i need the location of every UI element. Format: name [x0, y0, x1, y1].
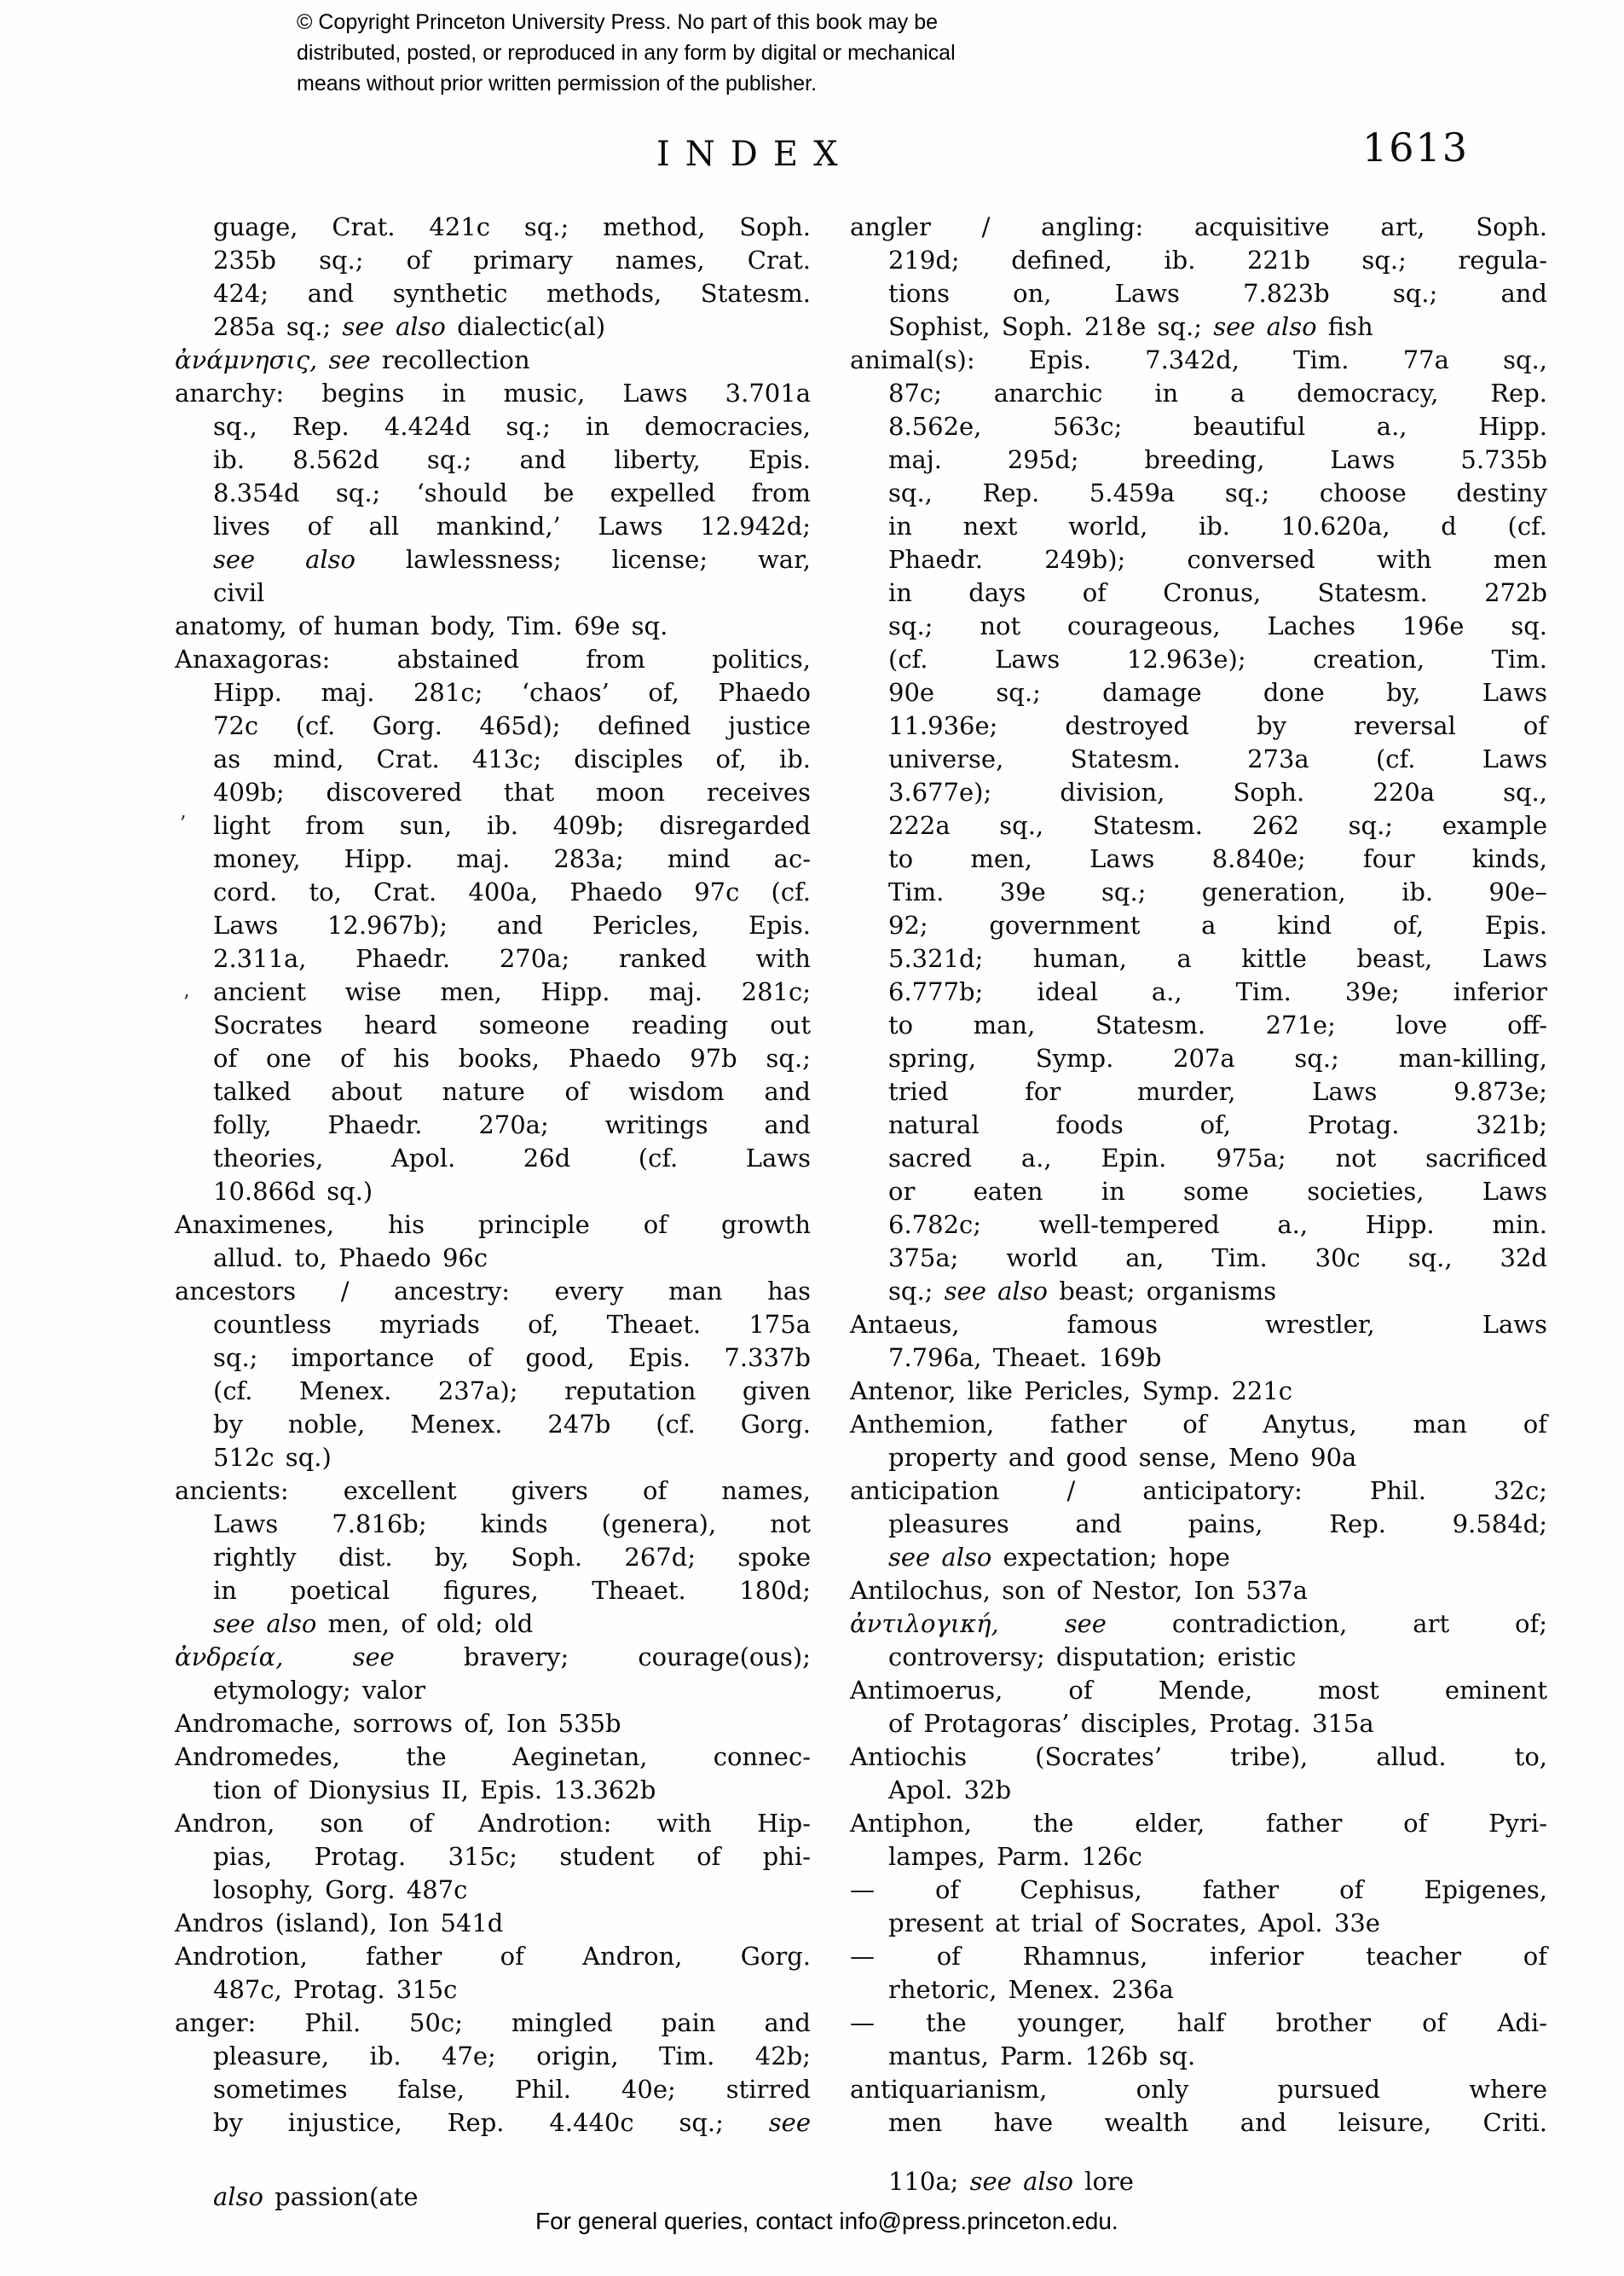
- text-run: Anaxagoras: abstained from politics,: [175, 645, 811, 674]
- index-line: [850, 2040, 1547, 2073]
- index-line: [175, 1441, 811, 1474]
- index-line: [175, 909, 811, 942]
- text-run: contradiction, art of;: [1106, 1609, 1547, 1638]
- text-run: men, of old; old: [316, 1609, 534, 1638]
- index-line: [850, 1341, 1547, 1375]
- text-run: Laws 7.816b; kinds (genera), not: [213, 1509, 811, 1538]
- index-line: [850, 1275, 1547, 1308]
- index-line: [850, 1607, 1547, 1641]
- index-line: [850, 643, 1547, 676]
- index-line: [850, 1474, 1547, 1508]
- text-run: expectation; hope: [991, 1543, 1230, 1572]
- index-line: [850, 1740, 1547, 1774]
- text-run: anarchy: begins in music, Laws 3.701a: [175, 379, 811, 408]
- text-run: 5.321d; human, a kittle beast, Laws: [888, 944, 1547, 973]
- index-line: [175, 743, 811, 776]
- index-line: [850, 244, 1547, 277]
- index-line: [175, 410, 811, 443]
- index-line: [175, 1973, 811, 2007]
- text-run: 11.936e; destroyed by reversal of: [888, 711, 1547, 740]
- index-line: [850, 477, 1547, 510]
- index-line: [850, 1641, 1547, 1674]
- index-line: [175, 1740, 811, 1774]
- text-run: sq., Rep. 4.424d sq.; in democracies,: [213, 412, 811, 441]
- index-line: [175, 1408, 811, 1441]
- index-line: [850, 676, 1547, 709]
- text-run: lives of all mankind,’ Laws 12.942d;: [213, 512, 811, 541]
- index-line: [175, 876, 811, 909]
- index-line: [850, 1774, 1547, 1807]
- text-run: Apol. 32b: [888, 1775, 1012, 1804]
- index-line: [175, 2106, 811, 2140]
- text-run: Anthemion, father of Anytus, man of: [850, 1410, 1547, 1439]
- text-run: controversy; disputation; eristic: [888, 1642, 1297, 1671]
- index-line: [850, 1408, 1547, 1441]
- scan-mark: ʼ: [179, 812, 186, 836]
- index-line: [175, 1009, 811, 1042]
- text-run: 487c, Protag. 315c: [213, 1975, 458, 2004]
- index-line: [850, 709, 1547, 743]
- text-run: Sophist, Soph. 218e sq.;: [888, 312, 1214, 341]
- index-line: [175, 244, 811, 277]
- index-line: [850, 2073, 1547, 2106]
- italic-text: ἀνάμνησις,: [175, 345, 318, 374]
- text-run: — the younger, half brother of Adi-: [850, 2008, 1547, 2037]
- text-run: 10.866d sq.): [213, 1177, 373, 1206]
- text-run: or eaten in some societies, Laws: [888, 1177, 1547, 1206]
- text-run: 424; and synthetic methods, Statesm.: [213, 279, 811, 308]
- index-line: [850, 510, 1547, 543]
- index-line: [850, 1242, 1547, 1275]
- index-line: [175, 1375, 811, 1408]
- index-line: [850, 543, 1547, 576]
- text-run: money, Hipp. maj. 283a; mind ac-: [213, 844, 811, 873]
- text-run: (cf. Laws 12.963e); creation, Tim.: [888, 645, 1547, 674]
- text-run: 6.777b; ideal a., Tim. 39e; inferior: [888, 977, 1547, 1006]
- text-run: lawlessness; license; war,: [355, 545, 811, 574]
- italic-text: see: [768, 2108, 811, 2137]
- text-run: beast; organisms: [1048, 1277, 1277, 1306]
- index-line: [850, 344, 1547, 377]
- text-run: 90e sq.; damage done by, Laws: [888, 678, 1547, 707]
- index-line: [850, 2007, 1547, 2040]
- text-run: Andron, son of Androtion: with Hip-: [175, 1809, 811, 1838]
- text-run: civil: [213, 578, 265, 607]
- text-run: 219d; defined, ib. 221b sq.; regula-: [888, 246, 1547, 275]
- text-run: anticipation / anticipatory: Phil. 32c;: [850, 1476, 1547, 1505]
- text-run: folly, Phaedr. 270a; writings and: [213, 1110, 811, 1139]
- index-line: [850, 1807, 1547, 1840]
- text-run: tried for murder, Laws 9.873e;: [888, 1077, 1547, 1106]
- index-line: [850, 976, 1547, 1009]
- index-line: [850, 1574, 1547, 1607]
- index-line: [850, 576, 1547, 610]
- index-line: [850, 1308, 1547, 1341]
- index-line: [175, 2040, 811, 2073]
- index-line: [850, 1175, 1547, 1208]
- index-line: [175, 1308, 811, 1341]
- text-run: as mind, Crat. 413c; disciples of, ib.: [213, 744, 811, 773]
- text-run: sq.; not courageous, Laches 196e sq.: [888, 611, 1547, 640]
- text-run: 2.311a, Phaedr. 270a; ranked with: [213, 944, 811, 973]
- text-run: animal(s): Epis. 7.342d, Tim. 77a sq.,: [850, 345, 1547, 374]
- text-run: [317, 345, 328, 374]
- text-run: Andros (island), Ion 541d: [175, 1908, 504, 1937]
- index-line: [175, 1840, 811, 1874]
- text-run: Tim. 39e sq.; generation, ib. 90e–: [888, 877, 1547, 906]
- text-run: light from sun, ib. 409b; disregarded: [213, 811, 811, 840]
- italic-text: see also: [1213, 312, 1317, 341]
- index-line: [175, 1275, 811, 1308]
- text-run: rightly dist. by, Soph. 267d; spoke: [213, 1543, 811, 1572]
- index-line: [175, 1242, 811, 1275]
- index-line: [850, 776, 1547, 809]
- text-run: etymology; valor: [213, 1676, 426, 1705]
- text-run: [283, 1642, 352, 1671]
- index-line: [175, 843, 811, 876]
- page-title: INDEX: [656, 135, 853, 174]
- text-run: 409b; discovered that moon receives: [213, 778, 811, 807]
- text-run: 285a sq.;: [213, 312, 343, 341]
- index-line: [175, 277, 811, 310]
- text-run: sometimes false, Phil. 40e; stirred: [213, 2075, 811, 2104]
- text-run: rhetoric, Menex. 236a: [888, 1975, 1174, 2004]
- text-run: ancients: excellent givers of names,: [175, 1476, 811, 1505]
- index-line: [175, 1508, 811, 1541]
- text-run: Antenor, like Pericles, Symp. 221c: [850, 1376, 1293, 1405]
- text-run: losophy, Gorg. 487c: [213, 1875, 468, 1904]
- text-run: countless myriads of, Theaet. 175a: [213, 1310, 811, 1339]
- text-run: of Protagoras’ disciples, Protag. 315a: [888, 1709, 1374, 1738]
- text-run: present at trial of Socrates, Apol. 33e: [888, 1908, 1380, 1937]
- text-run: pleasures and pains, Rep. 9.584d;: [888, 1509, 1547, 1538]
- index-line: [850, 211, 1547, 244]
- index-line: [175, 543, 811, 576]
- index-line: [175, 610, 811, 643]
- index-line: [175, 1109, 811, 1142]
- index-line: [850, 1075, 1547, 1109]
- text-run: fish: [1316, 312, 1373, 341]
- text-run: by noble, Menex. 247b (cf. Gorg.: [213, 1410, 811, 1439]
- index-line: [850, 1508, 1547, 1541]
- text-run: 110a;: [888, 2167, 970, 2196]
- index-line: [850, 1674, 1547, 1707]
- index-line: [850, 1907, 1547, 1940]
- index-line: [175, 1541, 811, 1574]
- text-run: recollection: [370, 345, 530, 374]
- text-run: to men, Laws 8.840e; four kinds,: [888, 844, 1547, 873]
- index-line: [850, 1707, 1547, 1740]
- text-run: ib. 8.562d sq.; and liberty, Epis.: [213, 445, 811, 474]
- text-run: bravery; courage(ous);: [394, 1642, 812, 1671]
- index-line: [850, 843, 1547, 876]
- index-line: [175, 1208, 811, 1242]
- index-line: [850, 1009, 1547, 1042]
- index-line: [850, 809, 1547, 843]
- index-line: [175, 1574, 811, 1607]
- index-line: [850, 610, 1547, 643]
- index-line: [175, 1907, 811, 1940]
- text-run: — of Cephisus, father of Epigenes,: [850, 1875, 1547, 1904]
- index-line: [175, 643, 811, 676]
- index-line: [850, 377, 1547, 410]
- index-line: [850, 410, 1547, 443]
- text-run: angler / angling: acquisitive art, Soph.: [850, 212, 1547, 241]
- italic-text: see also: [888, 1543, 992, 1572]
- text-run: by injustice, Rep. 4.440c sq.;: [213, 2108, 769, 2137]
- index-line: [175, 1774, 811, 1807]
- italic-text: also: [213, 2182, 263, 2211]
- text-run: 6.782c; well-tempered a., Hipp. min.: [888, 1210, 1547, 1239]
- text-run: Antilochus, son of Nestor, Ion 537a: [850, 1576, 1308, 1605]
- index-line: [850, 1142, 1547, 1175]
- italic-text: see also: [969, 2167, 1073, 2196]
- index-line: [850, 1840, 1547, 1874]
- index-line: [175, 576, 811, 610]
- text-run: passion(ate: [263, 2182, 419, 2211]
- index-line: [850, 942, 1547, 976]
- index-line: [850, 1441, 1547, 1474]
- italic-text: ἀνδρεία,: [175, 1642, 284, 1671]
- index-line: [175, 1940, 811, 1973]
- italic-text: see also: [213, 1609, 317, 1638]
- text-run: 72c (cf. Gorg. 465d); defined justice: [213, 711, 811, 740]
- index-line: [175, 2007, 811, 2040]
- text-run: Andromache, sorrows of, Ion 535b: [175, 1709, 621, 1738]
- text-run: Socrates heard someone reading out: [213, 1011, 811, 1040]
- text-run: anatomy, of human body, Tim. 69e sq.: [175, 611, 668, 640]
- index-line: [175, 1607, 811, 1641]
- index-line: [175, 976, 811, 1009]
- italic-text: ἀντιλογική,: [850, 1609, 999, 1638]
- index-line: [850, 909, 1547, 942]
- text-run: cord. to, Crat. 400a, Phaedo 97c (cf.: [213, 877, 811, 906]
- index-line: [850, 1973, 1547, 2007]
- text-run: property and good sense, Meno 90a: [888, 1443, 1357, 1472]
- index-line: [175, 709, 811, 743]
- index-line: [175, 1142, 811, 1175]
- text-run: lampes, Parm. 126c: [888, 1842, 1142, 1871]
- footer-contact-note: For general queries, contact info@press.princeton.edu.: [535, 2208, 1118, 2234]
- text-run: sq., Rep. 5.459a sq.; choose destiny: [888, 478, 1547, 507]
- text-run: lore: [1072, 2167, 1134, 2196]
- index-line: [175, 1674, 811, 1707]
- copyright-line: distributed, posted, or reproduced in any form by digital or mechanical: [297, 41, 956, 65]
- index-line: [850, 1208, 1547, 1242]
- index-line: [175, 1075, 811, 1109]
- text-run: Antiochis (Socrates’ tribe), allud. to,: [850, 1742, 1547, 1771]
- italic-text: see: [328, 345, 371, 374]
- italic-text: see also: [342, 312, 446, 341]
- text-run: guage, Crat. 421c sq.; method, Soph.: [213, 212, 811, 241]
- index-line: [175, 1175, 811, 1208]
- text-run: 3.677e); division, Soph. 220a sq.,: [888, 778, 1547, 807]
- index-line: [175, 1874, 811, 1907]
- text-run: Andromedes, the Aeginetan, connec-: [175, 1742, 811, 1771]
- index-line: [175, 310, 811, 344]
- index-line: [850, 1541, 1547, 1574]
- index-line: [850, 876, 1547, 909]
- text-run: sacred a., Epin. 975a; not sacrificed: [888, 1144, 1547, 1173]
- index-line: [175, 211, 811, 244]
- index-line: [850, 443, 1547, 477]
- index-line: [850, 1375, 1547, 1408]
- text-run: 235b sq.; of primary names, Crat.: [213, 246, 811, 275]
- text-run: tions on, Laws 7.823b sq.; and: [888, 279, 1547, 308]
- index-line: [175, 776, 811, 809]
- text-run: sq.; importance of good, Epis. 7.337b: [213, 1343, 811, 1372]
- text-run: pias, Protag. 315c; student of phi-: [213, 1842, 811, 1871]
- index-line: [850, 1042, 1547, 1075]
- index-line: [175, 443, 811, 477]
- text-run: (cf. Menex. 237a); reputation given: [213, 1376, 811, 1405]
- text-run: to man, Statesm. 271e; love off-: [888, 1011, 1547, 1040]
- index-line: [175, 1807, 811, 1840]
- text-run: 8.562e, 563c; beautiful a., Hipp.: [888, 412, 1547, 441]
- text-run: 8.354d sq.; ‘should be expelled from: [213, 478, 811, 507]
- text-run: Antiphon, the elder, father of Pyri-: [850, 1809, 1547, 1838]
- text-run: maj. 295d; breeding, Laws 5.735b: [888, 445, 1547, 474]
- index-line: [175, 2073, 811, 2106]
- text-run: Hipp. maj. 281c; ‘chaos’ of, Phaedo: [213, 678, 811, 707]
- text-run: 512c sq.): [213, 1443, 332, 1472]
- text-run: sq.;: [888, 1277, 945, 1306]
- text-run: antiquarianism, only pursued where: [850, 2075, 1547, 2104]
- text-run: Laws 12.967b); and Pericles, Epis.: [213, 911, 811, 940]
- index-line: [850, 2106, 1547, 2140]
- text-run: Antaeus, famous wrestler, Laws: [850, 1310, 1547, 1339]
- copyright-notice: [297, 7, 956, 99]
- index-line: [175, 1474, 811, 1508]
- index-line: [175, 1042, 811, 1075]
- text-run: spring, Symp. 207a sq.; man-killing,: [888, 1044, 1547, 1073]
- copyright-line: © Copyright Princeton University Press. No part of this book may be: [297, 10, 939, 34]
- index-line: [850, 2165, 1547, 2198]
- text-run: — of Rhamnus, inferior teacher of: [850, 1942, 1547, 1971]
- index-line: [175, 1707, 811, 1740]
- text-run: pleasure, ib. 47e; origin, Tim. 42b;: [213, 2041, 811, 2070]
- index-line: [850, 1109, 1547, 1142]
- index-line: [175, 510, 811, 543]
- text-run: Antimoerus, of Mende, most eminent: [850, 1676, 1547, 1705]
- index-line: [175, 676, 811, 709]
- text-run: [999, 1609, 1065, 1638]
- text-run: allud. to, Phaedo 96c: [213, 1243, 488, 1272]
- italic-text: see: [1064, 1609, 1107, 1638]
- text-run: 375a; world an, Tim. 30c sq., 32d: [888, 1243, 1547, 1272]
- text-run: 7.796a, Theaet. 169b: [888, 1343, 1162, 1372]
- text-run: 222a sq., Statesm. 262 sq.; example: [888, 811, 1547, 840]
- text-run: ancient wise men, Hipp. maj. 281c;: [213, 977, 811, 1006]
- text-run: Androtion, father of Andron, Gorg.: [175, 1942, 811, 1971]
- italic-text: see: [352, 1642, 395, 1671]
- index-line: [175, 1641, 811, 1674]
- scan-mark: ʼ: [182, 991, 189, 1015]
- text-run: universe, Statesm. 273a (cf. Laws: [888, 744, 1547, 773]
- index-line: [850, 310, 1547, 344]
- text-run: dialectic(al): [445, 312, 606, 341]
- page-number: 1613: [1362, 125, 1470, 171]
- text-run: in poetical figures, Theaet. 180d;: [213, 1576, 811, 1605]
- text-run: of one of his books, Phaedo 97b sq.;: [213, 1044, 811, 1073]
- index-line: [175, 809, 811, 843]
- index-line: [175, 477, 811, 510]
- copyright-line: means without prior written permission of the publisher.: [297, 72, 818, 96]
- text-run: talked about nature of wisdom and: [213, 1077, 811, 1106]
- text-run: men have wealth and leisure, Criti.: [888, 2108, 1547, 2137]
- text-run: anger: Phil. 50c; mingled pain and: [175, 2008, 811, 2037]
- text-run: 92; government a kind of, Epis.: [888, 911, 1547, 940]
- text-run: Phaedr. 249b); conversed with men: [888, 545, 1547, 574]
- index-line: [850, 743, 1547, 776]
- italic-text: see also: [944, 1277, 1048, 1306]
- index-line: [175, 344, 811, 377]
- index-line: [850, 1940, 1547, 1973]
- index-column-left: [175, 211, 811, 2214]
- text-run: theories, Apol. 26d (cf. Laws: [213, 1144, 811, 1173]
- text-run: ancestors / ancestry: every man has: [175, 1277, 811, 1306]
- text-run: Anaximenes, his principle of growth: [175, 1210, 811, 1239]
- text-run: natural foods of, Protag. 321b;: [888, 1110, 1547, 1139]
- text-run: in days of Cronus, Statesm. 272b: [888, 578, 1547, 607]
- italic-text: see also: [213, 545, 355, 574]
- text-run: mantus, Parm. 126b sq.: [888, 2041, 1196, 2070]
- index-line: [175, 942, 811, 976]
- index-line: [175, 1341, 811, 1375]
- index-column-right: [850, 211, 1547, 2198]
- text-run: 87c; anarchic in a democracy, Rep.: [888, 379, 1547, 408]
- text-run: in next world, ib. 10.620a, d (cf.: [888, 512, 1547, 541]
- index-line: [175, 377, 811, 410]
- index-line: [850, 277, 1547, 310]
- text-run: tion of Dionysius II, Epis. 13.362b: [213, 1775, 656, 1804]
- index-line: [850, 1874, 1547, 1907]
